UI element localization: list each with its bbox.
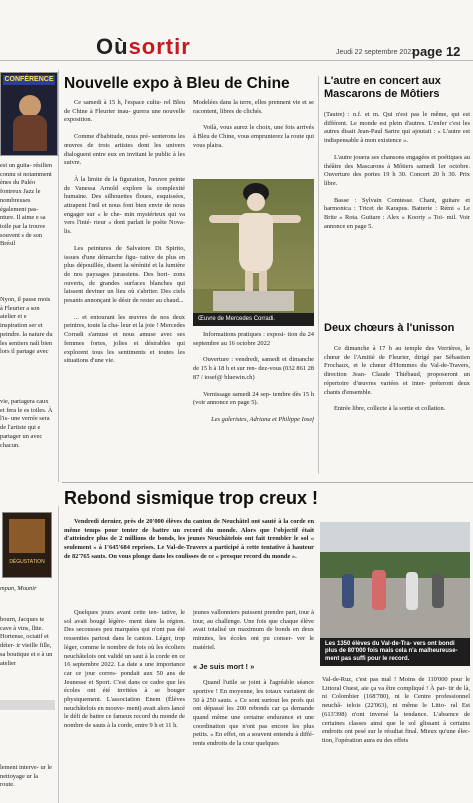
column-rule [58,70,59,482]
rebond-paragraph: Quand l'utile se joint à l'agréable séance sportive ! En moyenne, les totaux variaient de 50 à 250 sauts. « Ce sont surtout les profs qui ont dépassé les 200 rebonds car ça demande quand même une certaine endurance et une coordination que n'ont pas encore les plus petits. » En effet, on a souvent entendu à diffé- rents endroits de la cour quelques [193,679,314,748]
expo-info-dates: Informations pratiques : exposi- tion du 24 septembre au 16 octobre 2022 [193,331,314,347]
brand-logo [96,34,191,60]
rebond-lead [64,518,314,598]
concert-credits: Basse : Sylvain Comtesse. Chant, guitare et harmonica : Tricet de Karapus. Batterie : Rémi « Le Brite » Rota. Guitare : Alex « Koorty » Toi- mil. Voir annonce en page 5. [324,196,470,230]
expo-practical-info [193,331,314,475]
degustation-label: DÉGUSTATION [9,559,45,565]
rebond-lead-paragraph: Vendredi dernier, près de 20'000 élèves du canton de Neuchâtel ont sauté à la corde en même temps pour tenter de battre un record du monde. Alors que l'objectif était d'atteindre plus de 2 millions de bonds, les jeunes Neuchâtelois ont fait trembler le sol « seulement » à 1'645'684 reprises. Le Val-de-Travers a participé à cette tentative à hauteur de 82'765 sauts. On vous plonge dans les coulisses de ce « presque record du monde ». [64,518,314,560]
left-column-text-1: est un guita- résilien connu st notamment ènes du Paléo fontreux Jazz le nombreuses également pas- nture. Il aime e sa toile par la trouve souvent s de son Brésil [0,162,52,248]
conference-poster [0,72,58,156]
degustation-poster [2,512,52,578]
left-column-text-2: Nyon, il passe mois à Fleurier a son atelier et e inspiration ser et peindre. la nature du les sentiers naît bien lors il partage avec [0,296,53,356]
concert-body [324,111,470,314]
header-rule [0,60,473,61]
issue-date: Jeudi 22 septembre 2022 [336,49,415,56]
expo-paragraph: Les peintures de Salvatore Di Spirito, issues d'une démarche figu- rative de plus en plus dépouillée, disent la sérénité et la lumière de nos paysages jurassiens. Des hori- zons ouverts, de grandes surfaces blanches qui laissent deviner un lieu où s'abriter. Des ciels pesants annonçant le désir de rester au chaud... [64,244,185,305]
student-figure [342,574,354,608]
rebond-subheading: « Je suis mort ! » [193,661,255,671]
rebond-column-2 [193,609,314,801]
expo-column-1 [64,99,185,457]
poster-credit: mpan, Mounir [0,585,37,592]
left-column-text-5: lement interve- ur le nettoyage ur la route. [0,764,52,789]
sculpture-head [247,193,265,211]
rebond-column-1 [64,609,185,801]
student-figure [406,572,418,610]
left-column-text-3: vie, partagera caux et fera le es toiles. À l'is- une verrée sera de l'artiste qui e partager un avec chacun. [0,398,53,449]
sculpture-photo-caption: Œuvre de Mercedes Corradi. [193,313,314,327]
brand-suffix: sortir [128,34,191,59]
rebond-paragraph: Quelques jours avant cette ten- tative, le sol avait bougé légère- ment dans la région. Des secousses peu marquées qui n'ont pas été ressenties partout dans le canton. Léger, trop léger, comme le nombre de fois où les écoliers neuchâtelois ont validé un saut à la corde en ce 16 septembre 2022. La date a une importance car ce jour corres- pondait aux 50 ans de Jeunesse et Sport. C'est dans ce cadre que les écoles ont été invitées à se bouger physiquement. L'association Enem (Élèves neuchâtelois en mouve- ment) avait alors lancé le défi de battre ce fameux record du monde de nombre de sauts à la corde, entre 9 h et 11 h. [64,609,185,730]
portrait-face [19,95,41,117]
rebond-paragraph: jeunes vallonniers puissent prendre part, tour à tour, au challenge. Une fois que chaque élève avait totalisé un maximum de bonds en deux minutes, les écoles ont pu conser- ver le matériel. [193,609,314,651]
choeurs-paragraph: Entrée libre, collecte à la sortie et collation. [334,405,446,413]
rebond-headline: Rebond sismique trop creux ! [64,488,319,508]
rope-jumping-photo [320,522,470,666]
expo-paragraph: Modelées dans la terre, elles prennent vie et se racontent, libres de clichés. [193,99,314,115]
rope-photo-caption: Les 1350 élèves du Val-de-Tra- vers ont bondi plus de 80'000 fois mais cela n'a malheureuse- ment pas suffi pour le record. [320,638,470,667]
poster-photo [9,519,45,553]
expo-paragraph: Ce samedi à 15 h, l'espace cultu- rel Bleu de Chine à Fleurier inau- gurera une nouvelle exposition. [64,99,185,124]
concert-paragraph: L'autre jouera ses chansons engagées et poétiques au théâtre des Mascarons à Môtiers samedi 1er octobre. Ouverture des portes 19 h 30. Concert 20 h 30. Prix libre. [324,153,470,187]
expo-headline: Nouvelle expo à Bleu de Chine [64,75,290,92]
column-rule [318,76,319,474]
expo-opening-hours: Ouverture : vendredi, samedi et dimanche de 15 h à 18 h et sur ren- dez-vous (032 861 28 87 / iosef@ bluewin.ch) [193,356,314,381]
brand-prefix: Où [96,34,129,59]
student-figure [372,570,386,610]
expo-paragraph: ... et entourant les œuvres de nos deux peintres, toute la cha- leur et la joie ! Mercedes Corradi s'amuse et nous amuse avec ses femmes fortes, jolies et désirables qui explorent tous les sentiments et toutes les situations d'une vie. [64,313,185,365]
sculpture-leg [245,271,253,293]
expo-paragraph: Voilà, vous aurez le choix, une fois arrivés à Bleu de Chine, vous emprunterez la route qui vous plaira. [193,124,314,149]
sculpture-leg [259,271,267,293]
concert-paragraph: (Tautre) : n.f. et m. Qui n'est pas le même, qui est différent. Le monde est plein d'autres. L'enfer c'est les autres disait Jean-Paul Sartre qui ajoutait : « L'autre est indispensable à mon existence ». [324,111,470,145]
sculpture-base [213,291,294,311]
choeurs-body [324,345,470,473]
expo-vernissage: Vernissage samedi 24 sep- tembre dès 15 h (voir annonce en page 5). [193,390,314,407]
section-divider [62,482,473,483]
gray-box [0,700,55,710]
sculpture-dress [239,213,273,273]
expo-paragraph: Comme d'habitude, nous pré- senterons les œuvres de trois artistes dont les univers dialoguent entre eux en invitant le public à les suivre. [64,133,185,167]
sculpture-photo [193,179,314,326]
expo-column-2-top [193,99,314,176]
rebond-paragraph: Val-de-Ruz, c'est pas mal ! Moins de 110'000 pour le Littoral Ouest, aie ça va être compliqué ! À par- tir de là, ni Colombier (168'780), ni le Centre professionnel neuchâ- telois (22'063), ni même le Litto- ral Est (613'398) n'ont inversé la tendance. L'absence de certaines classes ainsi que le sol glissant à certains endroits ont pesé sur le résultat final. Mieux qu'une élec- tion, l'opération aura eu des effets [322,676,470,744]
column-rule [58,506,59,803]
concert-headline: L'autre en concert aux Mascarons de Môtiers [324,75,441,100]
portrait-body [13,115,47,151]
expo-signature: Les galeristes, Adriana et Philippe Iosef [211,415,314,423]
expo-paragraph: À la limite de la figuration, l'œuvre peinte de Vanessa Arnold explore la complexité humaine. Des silhouettes floues, esquissées, attrapent l'œil et nous font bien envie de nous engager sur « le che- min mystérieux qui va vers l'inté- rieur » dont parlait le poète Nova- lis. [64,175,185,236]
page-number: page 12 [412,44,461,59]
conference-poster-label: CONFÉRENCE [4,76,54,83]
page-header [0,0,473,62]
choeurs-paragraph: Ce dimanche à 17 h au temple des Verrières, le chœur de l'Amitié de Fleurier, dirigé par Sébastien Frochaux, et le chœur d'Hommes du Val-de-Travers, direction Jean- Claude Thiébaud, proposeront un répertoire d'œuvres variées et inter- préteront deux chants d'ensemble. [324,345,470,396]
choeurs-headline: Deux chœurs à l'unisson [324,322,455,334]
left-column-text-4: bourn, Jacques te cave à vins, llite. Hortense, ociatif et déter- ir vieille fille, sa boutique et e à un atelier [0,616,53,667]
rebond-column-3 [322,676,470,801]
student-figure [432,574,444,608]
